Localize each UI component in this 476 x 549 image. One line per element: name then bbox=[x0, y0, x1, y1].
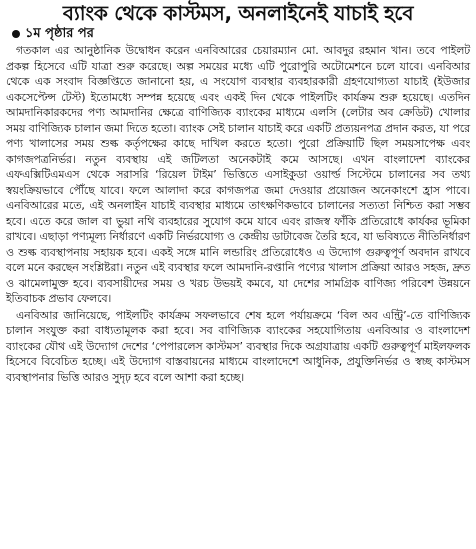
bullet-icon bbox=[12, 30, 20, 38]
article-body bbox=[6, 43, 470, 385]
headline: ব্যাংক থেকে কাস্টমস, অনলাইনেই যাচাই হবে bbox=[62, 1, 414, 25]
paragraph: গতকাল এর আনুষ্ঠানিক উদ্বোধন করেন এনবিআরের চেয়ারম্যান মো. আবদুর রহমান খান। তবে পাইলট প্রকল্প হিসেবে এটি যাত্রা শুরু করেছে। অল্প সময়ের মধ্যে এটি পুরোপুরি অটোমেশনে চলে যাবে। এনবিআর থেকে এক সংবাদ বিজ্ঞপ্তিতে জানানো হয়, এ সংযোগ ব্যবস্থার ব্যবহারকারী গ্রহণযোগ্যতা যাচাই (ইউজার একসেপ্টেন্স টেস্ট) ইতোমধ্যে সম্পন্ন হয়েছে এবং একই দিন থেকে পাইলটিং কার্যক্রম শুরু হয়েছে। এতদিন আমদানিকারকদের পণ্য আমদানির ক্ষেত্রে বাণিজ্যিক ব্যাংকের মাধ্যমে এলসি (লেটার অব ক্রেডিট) খোলার সময় বাণিজ্যিক চালান জমা দিতে হতো। ব্যাংক সেই চালান যাচাই করে একটি প্রত্যয়নপত্র প্রদান করত, যা পরে পণ্য খালাসের সময় শুল্ক কর্তৃপক্ষের কাছে দাখিল করতে হতো। পুরো প্রক্রিয়াটি ছিল সময়সাপেক্ষ এবং কাগজপত্রনির্ভর। নতুন ব্যবস্থায় এই জটিলতা অনেকটাই কমে আসছে। এখন বাংলাদেশ ব্যাংকের এফএক্সিটিএমএস থেকে সরাসরি ‘রিয়েল টাইম’ ভিত্তিতে এসাইকুডা ওয়ার্ল্ড সিস্টেমে চালানের সব তথ্য স্বয়ংক্রিয়ভাবে পৌঁছে যাবে। ফলে আলাদা করে কাগজপত্র জমা দেওয়ার প্রয়োজন অনেকাংশে হ্রাস পাবে। এনবিআরের মতে, এই অনলাইন যাচাই ব্যবস্থার মাধ্যমে তাৎক্ষণিকভাবে চালানের সত্যতা নিশ্চিত করা সম্ভব হবে। এতে করে জাল বা ভুয়া নথি ব্যবহারের সুযোগ কমে যাবে এবং রাজস্ব ফাঁকি প্রতিরোধে কার্যকর ভূমিকা রাখবে। এছাড়া পণ্যমূল্য নির্ধারণে একটি নির্ভরযোগ্য ও কেন্দ্রীয় ডাটাবেজ তৈরি হবে, যা ভবিষ্যতে নীতিনির্ধারণ ও শুল্ক ব্যবস্থাপনায় সহায়ক হবে। একই সঙ্গে মানি লন্ডারিং প্রতিরোধেও এ উদ্যোগ গুরুত্বপূর্ণ অবদান রাখবে বলে মনে করছেন সংশ্লিষ্টরা। নতুন এই ব্যবস্থার ফলে আমদানি-রপ্তানি পণ্যের খালাস প্রক্রিয়া আরও সহজ, দ্রুত ও ঝামেলামুক্ত হবে। ব্যবসায়ীদের সময় ও খরচ উভয়ই কমবে, যা দেশের সামগ্রিক বাণিজ্য পরিবেশ উন্নয়নে ইতিবাচক প্রভাব ফেলবে। bbox=[6, 44, 470, 305]
continuation-label: ১ম পৃষ্ঠার পর bbox=[25, 25, 94, 41]
paragraph: এনবিআর জানিয়েছে, পাইলটিং কার্যক্রম সফলভাবে শেষ হলে পর্যায়ক্রমে ‘বিল অব এন্ট্রি’-তে বাণিজ্যিক চালান সংযুক্ত করা বাধ্যতামূলক করা হবে। সব বাণিজ্যিক ব্যাংকের সহযোগিতায় এনবিআর ও বাংলাদেশ ব্যাংকের যৌথ এই উদ্যোগ দেশের ‘পেপারলেস কাস্টমস’ ব্যবস্থার দিকে অগ্রযাত্রায় একটি গুরুত্বপূর্ণ মাইলফলক হিসেবে বিবেচিত হচ্ছে। এই উদ্যোগ বাস্তবায়নের মাধ্যমে বাংলাদেশে আধুনিক, প্রযুক্তিনির্ভর ও স্বচ্ছ কাস্টমস ব্যবস্থাপনার ভিত্তি আরও সুদৃঢ় হবে বলে আশা করা হচ্ছে। bbox=[6, 308, 470, 384]
continuation-marker bbox=[12, 25, 470, 43]
